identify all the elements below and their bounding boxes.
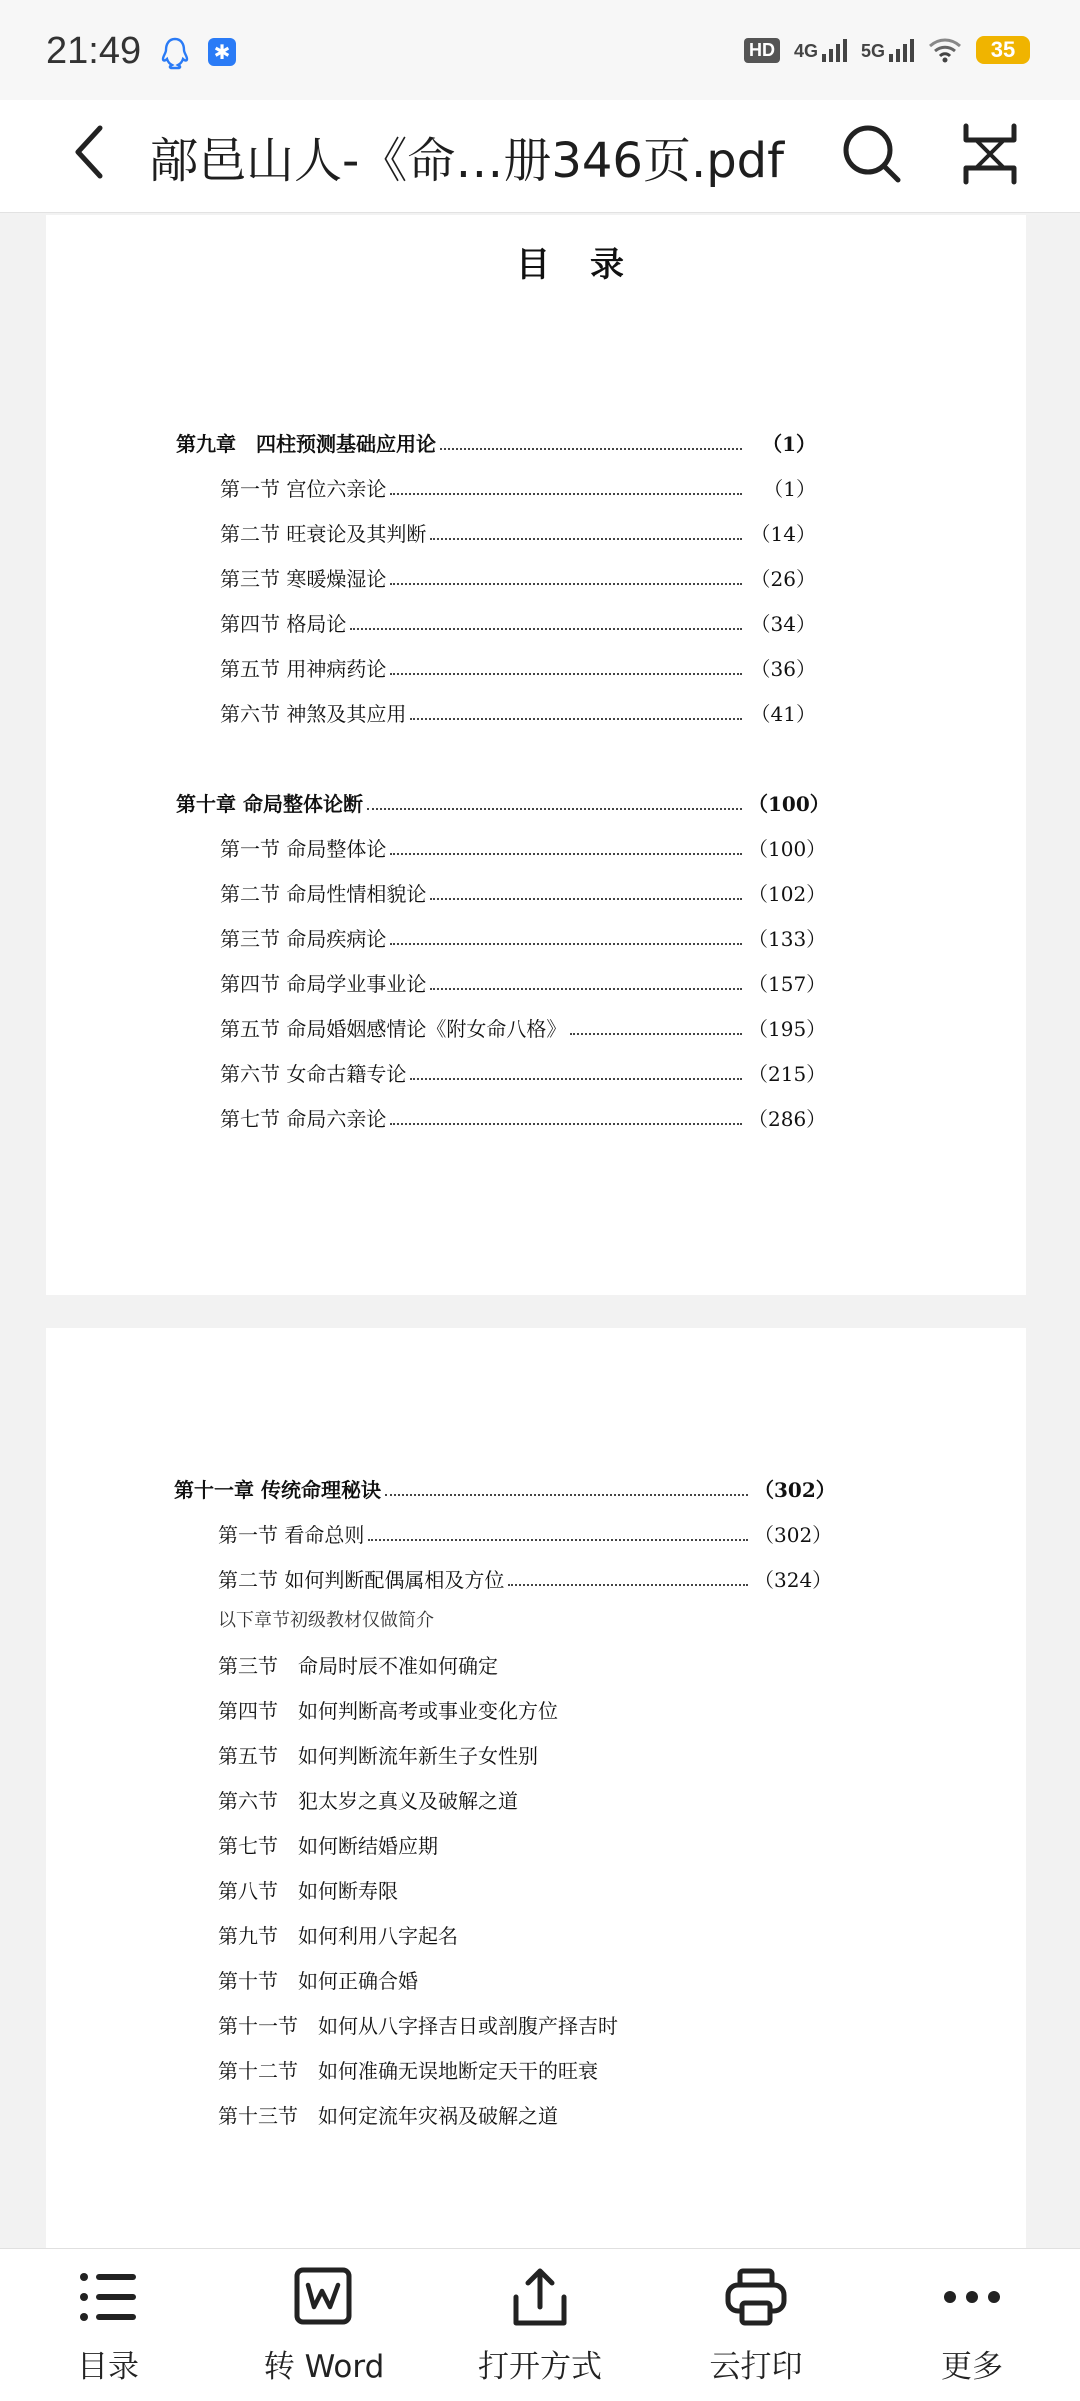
list-icon [76, 2267, 140, 2327]
word-convert-icon [292, 2267, 356, 2327]
toc-entry-page: （302） [754, 1477, 836, 1502]
toc-entry-title: 第二节 如何判断配偶属相及方位 [218, 1567, 505, 1592]
toc-entry-title: 第三节 命局疾病论 [220, 926, 387, 951]
toc-section-row[interactable] [220, 652, 816, 682]
toc-section-row[interactable] [220, 967, 827, 997]
toc-leader-dots [385, 1480, 748, 1496]
toc-leader-dots [570, 1019, 742, 1035]
toc-entry-page: （286） [748, 1106, 827, 1131]
toc-entry-title: 第四节 格局论 [220, 611, 347, 636]
toc-leader-dots [430, 524, 742, 540]
toc-section-row[interactable] [218, 1518, 833, 1548]
toc-entry-title: 第六节 女命古籍专论 [220, 1061, 407, 1086]
printer-icon [724, 2267, 788, 2327]
toc-entry-title: 第五节 用神病药论 [220, 656, 387, 681]
toc-entry-page: （26） [750, 566, 816, 591]
toc-entry-title: 第十章 命局整体论断 [176, 791, 363, 816]
status-time: 21:49 [46, 30, 142, 72]
battery-indicator: 35 [976, 36, 1030, 64]
toc-leader-dots [430, 974, 742, 990]
toc-entry-title: 第一节 命局整体论 [220, 836, 387, 861]
toc-leader-dots [390, 929, 742, 945]
toc-leader-dots [410, 1064, 742, 1080]
toc-leader-dots [390, 659, 742, 675]
open-with-label: 打开方式 [478, 2349, 602, 2385]
toc-section-row[interactable] [220, 1012, 827, 1042]
toc-brief-section[interactable]: 第九节 如何利用八字起名 [218, 1924, 458, 1948]
toc-section-row[interactable] [220, 1102, 827, 1132]
toc-entry-title: 第十一章 传统命理秘诀 [174, 1477, 381, 1502]
toc-section-row[interactable] [220, 607, 816, 637]
toc-entry-page: （1） [763, 476, 816, 501]
more-label: 更多 [941, 2349, 1003, 2385]
toc-entry-page: （102） [748, 881, 827, 906]
toc-leader-dots [368, 1525, 748, 1541]
toc-leader-dots [440, 434, 742, 450]
signal-4g-label: 4G [793, 41, 818, 61]
toc-chapter-row[interactable] [174, 1473, 836, 1503]
toc-entry-page: （302） [754, 1522, 833, 1547]
signal-5g-label: 5G [860, 41, 885, 61]
share-icon [508, 2267, 572, 2327]
toc-entry-page: （41） [750, 701, 816, 726]
signal-5g-icon [861, 38, 914, 62]
status-indicators [744, 30, 1030, 70]
wifi-icon [928, 37, 962, 63]
toc-section-row[interactable] [220, 517, 816, 547]
toc-section-row[interactable] [220, 472, 816, 502]
toc-brief-section[interactable]: 第十节 如何正确合婚 [218, 1969, 418, 1993]
toc-leader-dots [367, 794, 742, 810]
toc-entry-title: 第七节 命局六亲论 [220, 1106, 387, 1131]
toc-section-row[interactable] [220, 697, 816, 727]
pdf-page-2[interactable] [46, 1328, 1026, 2400]
fullscreen-icon[interactable] [958, 122, 1022, 186]
toc-entry-title: 第五节 命局婚姻感情论《附女命八格》 [220, 1016, 567, 1041]
toc-leader-dots [390, 479, 742, 495]
hd-voice-icon: HD [744, 38, 780, 63]
toc-entry-page: （133） [748, 926, 827, 951]
toc-entry-page: （1） [762, 431, 816, 456]
search-icon[interactable] [838, 120, 904, 186]
back-arrow-icon[interactable] [62, 122, 122, 182]
toc-section-row[interactable] [220, 1057, 827, 1087]
toc-entry-page: （157） [748, 971, 827, 996]
toc-entry-title: 第六节 神煞及其应用 [220, 701, 407, 726]
toc-entry-page: （324） [754, 1567, 833, 1592]
toc-section-row[interactable] [220, 922, 827, 952]
document-title: 鄗邑山人-《命…册346页.pdf [150, 133, 785, 189]
toc-section-row[interactable] [220, 877, 827, 907]
more-button[interactable] [872, 2267, 1072, 2386]
toc-heading: 目录 [516, 245, 664, 285]
toc-button[interactable] [8, 2267, 208, 2386]
toc-note: 以下章节初级教材仅做简介 [218, 1610, 434, 1631]
toc-leader-dots [390, 1109, 742, 1125]
toc-entry-page: （215） [748, 1061, 827, 1086]
convert-word-button[interactable] [224, 2267, 424, 2386]
toc-brief-section[interactable]: 第四节 如何判断高考或事业变化方位 [218, 1699, 558, 1723]
more-dots-icon [940, 2267, 1004, 2327]
toc-entry-page: （34） [750, 611, 816, 636]
toc-brief-section[interactable]: 第六节 犯太岁之真义及破解之道 [218, 1789, 518, 1813]
toc-leader-dots [390, 839, 742, 855]
toc-entry-title: 第四节 命局学业事业论 [220, 971, 427, 996]
toc-entry-page: （36） [750, 656, 816, 681]
cloud-print-label: 云打印 [709, 2349, 803, 2385]
toc-entry-title: 第二节 旺衰论及其判断 [220, 521, 427, 546]
toc-entry-title: 第二节 命局性情相貌论 [220, 881, 427, 906]
toc-brief-section[interactable]: 第十一节 如何从八字择吉日或剖腹产择吉时 [218, 2014, 618, 2038]
toc-entry-title: 第三节 寒暖燥湿论 [220, 566, 387, 591]
qq-notification-icon [160, 36, 190, 70]
toc-section-row[interactable] [220, 562, 816, 592]
toc-leader-dots [350, 614, 742, 630]
status-bar [0, 0, 1080, 100]
toc-leader-dots [430, 884, 742, 900]
cloud-print-button[interactable] [656, 2267, 856, 2386]
toc-leader-dots [508, 1570, 748, 1586]
toc-entry-page: （14） [750, 521, 816, 546]
toc-button-label: 目录 [77, 2349, 139, 2385]
pdf-page-1[interactable] [46, 215, 1026, 1295]
toc-entry-page: （195） [748, 1016, 827, 1041]
toc-brief-section[interactable]: 第八节 如何断寿限 [218, 1879, 398, 1903]
toc-brief-section[interactable]: 第十二节 如何准确无误地断定天干的旺衰 [218, 2059, 598, 2083]
toc-chapter-row[interactable] [176, 427, 816, 457]
toc-chapter-row[interactable] [176, 787, 830, 817]
toc-brief-section[interactable]: 第七节 如何断结婚应期 [218, 1834, 438, 1858]
signal-4g-icon [794, 38, 847, 62]
message-notification-icon: ✱ [208, 38, 236, 66]
toc-leader-dots [410, 704, 742, 720]
toc-brief-section[interactable]: 第十三节 如何定流年灾祸及破解之道 [218, 2104, 558, 2128]
toc-leader-dots [390, 569, 742, 585]
toc-entry-title: 第一节 看命总则 [218, 1522, 365, 1547]
toc-entry-title: 第九章 四柱预测基础应用论 [176, 431, 436, 456]
convert-word-label: 转 Word [263, 2349, 385, 2385]
open-with-button[interactable] [440, 2267, 640, 2386]
toc-entry-title: 第一节 宫位六亲论 [220, 476, 387, 501]
toc-entry-page: （100） [748, 791, 830, 816]
toc-brief-section[interactable]: 第三节 命局时辰不准如何确定 [218, 1654, 498, 1678]
title-bar [0, 100, 1080, 213]
toc-section-row[interactable] [218, 1563, 833, 1593]
bottom-toolbar [0, 2248, 1080, 2401]
toc-brief-section[interactable]: 第五节 如何判断流年新生子女性别 [218, 1744, 538, 1768]
toc-entry-page: （100） [748, 836, 827, 861]
toc-section-row[interactable] [220, 832, 827, 862]
